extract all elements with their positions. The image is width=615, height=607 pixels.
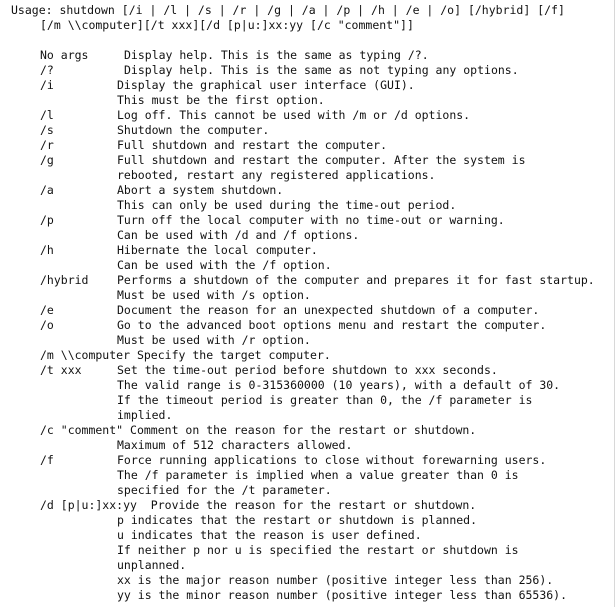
option-name: /c "comment" Comment on the reason for the restart or shutdown. [40,423,477,437]
option-description: Log off. This cannot be used with /m or /d options. [117,108,471,122]
option-name: /h [40,243,54,257]
option-description: p indicates that the restart or shutdown is planned. [117,513,478,527]
option-description: Maximum of 512 characters allowed. [117,438,353,452]
option-description: This can only be used during the time-out period. [117,198,457,212]
option-description: Full shutdown and restart the computer. After the system is [117,153,526,167]
option-description: specified for the /t parameter. [117,483,332,497]
option-description: u indicates that the reason is user defined. [117,528,422,542]
option-description: Hibernate the local computer. [117,243,318,257]
option-description: The valid range is 0-315360000 (10 years), with a default of 30. [117,378,561,392]
option-name: /l [40,108,54,122]
option-name: /d [p|u:]xx:yy Provide the reason for the restart or shutdown. [40,498,477,512]
option-description: Display the graphical user interface (GUI). [117,78,415,92]
option-name: /g [40,153,54,167]
option-description: rebooted, restart any registered applications. [117,168,436,182]
option-description: xx is the major reason number (positive integer less than 256). [117,573,554,587]
option-description: Comment on the reason for the restart or shutdown. [130,423,477,437]
option-description: Display help. This is the same as not typing any options. [124,63,519,77]
option-description: Shutdown the computer. [117,123,270,137]
option-name: /o [40,318,54,332]
option-description: Force running applications to close without forewarning users. [117,453,547,467]
option-description: Must be used with /s option. [117,288,311,302]
option-name: /? [40,63,54,77]
option-description: Turn off the local computer with no time-out or warning. [117,213,505,227]
option-name: /i [40,78,54,92]
option-description: Display help. This is the same as typing /?. [124,48,429,62]
option-description: implied. [117,408,173,422]
option-name: /s [40,123,54,137]
option-description: unplanned. [117,558,187,572]
option-description: Full shutdown and restart the computer. [117,138,388,152]
option-name: /f [40,453,54,467]
option-name: /p [40,213,54,227]
option-description: Provide the reason for the restart or shutdown. [150,498,477,512]
option-description: Go to the advanced boot options menu and restart the computer. [117,318,547,332]
option-description: Specify the target computer. [136,348,331,362]
option-description: Must be used with /r option. [117,333,311,347]
option-description: Can be used with the /f option. [117,258,332,272]
option-description: Abort a system shutdown. [117,183,284,197]
option-name: /t xxx [40,363,82,377]
usage-line-1: Usage: shutdown [/i | /l | /s | /r | /g | /a | /p | /h | /e | /o] [/hybrid] [/f] [11,3,565,17]
option-description: Document the reason for an unexpected shutdown of a computer. [117,303,540,317]
option-description: If the timeout period is greater than 0, the /f parameter is [117,393,533,407]
option-name: /hybrid [40,273,89,287]
option-description: This must be the first option. [117,93,325,107]
option-description: Can be used with /d and /f options. [117,228,360,242]
option-description: If neither p nor u is specified the restart or shutdown is [117,543,519,557]
option-name: /r [40,138,54,152]
option-description: yy is the minor reason number (positive integer less than 65536). [117,588,568,602]
option-name: /e [40,303,54,317]
option-description: The /f parameter is implied when a value greater than 0 is [117,468,519,482]
option-name: /m \\computer Specify the target computer. [40,348,331,362]
usage-line-2: [/m \\computer][/t xxx][/d [p|u:]xx:yy [/c "comment"]] [40,18,414,32]
option-description: Performs a shutdown of the computer and prepares it for fast startup. [117,273,595,287]
option-name: /a [40,183,54,197]
option-name: No args [40,48,89,62]
option-description: Set the time-out period before shutdown to xxx seconds. [117,363,498,377]
